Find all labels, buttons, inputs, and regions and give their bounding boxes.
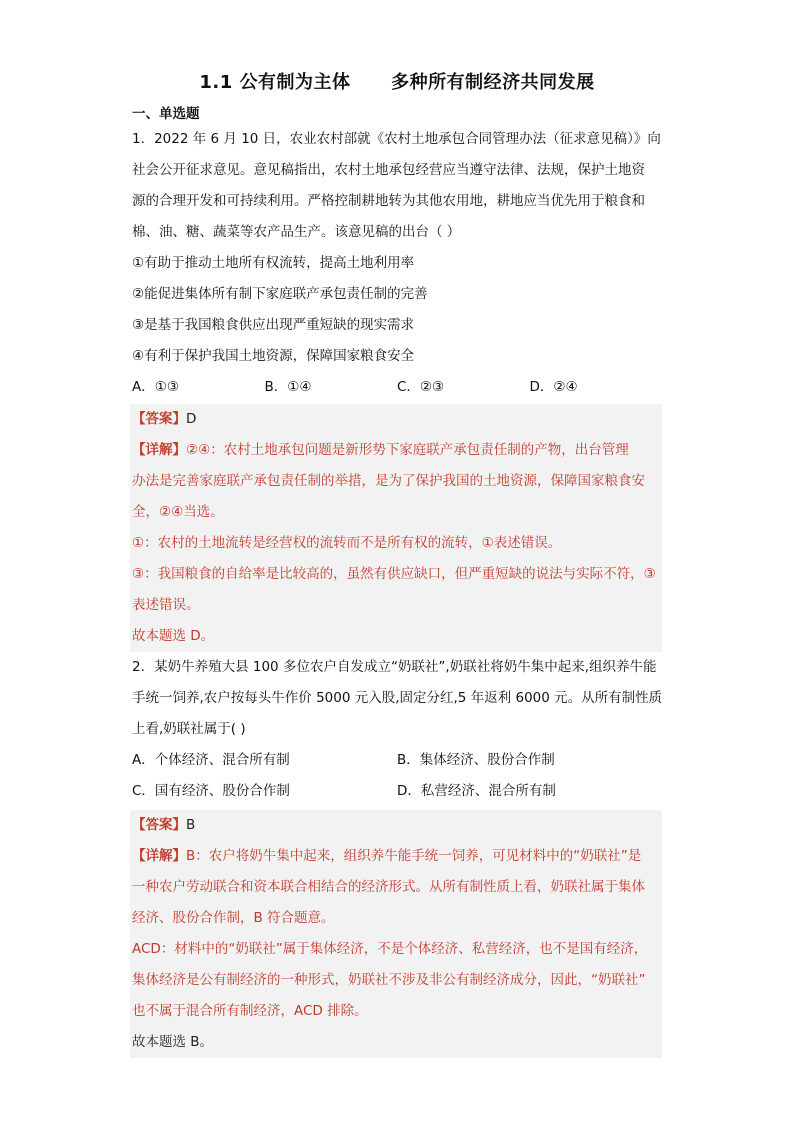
question-2	[132, 652, 662, 807]
answer-options	[132, 745, 662, 776]
option-c: C．国有经济、股份合作制	[132, 783, 290, 799]
detail-line: 经济、股份合作制，B 符合题意。	[132, 910, 335, 926]
answer-options	[132, 372, 662, 403]
option-a: A．个体经济、混合所有制	[132, 752, 290, 768]
detail-line: ACD：材料中的“奶联社”属于集体经济，不是个体经济、私营经济，也不是国有经济，	[132, 941, 648, 957]
question-stem-line: 社会公开征求意见。意见稿指出，农村土地承包经营应当遵守法律、法规，保护土地资	[132, 162, 645, 178]
option-a: A．①③	[132, 379, 179, 395]
answer-line	[132, 810, 660, 841]
conclusion-line: 故本题选 B。	[132, 1034, 214, 1050]
page-title: 1.1 公有制为主体 多种所有制经济共同发展	[199, 72, 595, 93]
answer-label: 【答案】	[132, 817, 186, 833]
option-d: D．私营经济、混合所有制	[397, 783, 556, 799]
answer-explanation-1	[130, 404, 662, 652]
detail-line: 也不属于混合所有制经济，ACD 排除。	[132, 1003, 368, 1019]
answer-line	[132, 404, 660, 435]
question-stem-line: 1．2022 年 6 月 10 日，农业农村部就《农村土地承包合同管理办法（征求意见稿）》向	[132, 131, 661, 147]
statement-item: ②能促进集体所有制下家庭联产承包责任制的完善	[132, 286, 428, 302]
question-stem-line: 上看,奶联社属于( )	[132, 721, 246, 737]
detail-line: 一种农户劳动联合和资本联合相结合的经济形式。从所有制性质上看，奶联社属于集体	[132, 879, 645, 895]
detail-label: 【详解】	[132, 442, 186, 458]
detail-text: ②④：农村土地承包问题是新形势下家庭联产承包责任制的产物，出台管理	[186, 442, 629, 458]
section-heading: 一、单选题	[132, 106, 200, 122]
statement-item: ④有利于保护我国土地资源，保障国家粮食安全	[132, 348, 415, 364]
detail-line: 表述错误。	[132, 597, 200, 613]
detail-line: 集体经济是公有制经济的一种形式，奶联社不涉及非公有制经济成分，因此，“奶联社”	[132, 972, 646, 988]
conclusion-line: 故本题选 D。	[132, 628, 215, 644]
answer-value: D	[186, 411, 197, 427]
question-stem-line: 棉、油、糖、蔬菜等农产品生产。该意见稿的出台（ ）	[132, 224, 461, 240]
detail-line: 办法是完善家庭联产承包责任制的举措，是为了保护我国的土地资源，保障国家粮食安	[132, 473, 645, 489]
option-b: B．①④	[264, 379, 312, 395]
detail-label: 【详解】	[132, 848, 186, 864]
detail-line	[132, 435, 660, 466]
statement-item: ①有助于推动土地所有权流转，提高土地利用率	[132, 255, 415, 271]
detail-line	[132, 841, 660, 872]
answer-value: B	[186, 817, 196, 833]
question-stem-line: 源的合理开发和可持续利用。严格控制耕地转为其他农用地，耕地应当优先用于粮食和	[132, 193, 645, 209]
question-stem-line: 2．某奶牛养殖大县 100 多位农户自发成立“奶联社”,奶联社将奶牛集中起来,组织养牛能	[132, 659, 657, 675]
question-stem-line: 手统一饲养,农户按每头牛作价 5000 元入股,固定分红,5 年返利 6000 元。从所有制性质	[132, 690, 663, 706]
option-d: D．②④	[529, 379, 578, 395]
detail-text: B：农户将奶牛集中起来，组织养牛能手统一饲养，可见材料中的“奶联社”是	[186, 848, 642, 864]
statement-item: ③是基于我国粮食供应出现严重短缺的现实需求	[132, 317, 415, 333]
question-1	[132, 124, 662, 403]
option-b: B．集体经济、股份合作制	[397, 752, 555, 768]
detail-line: ③：我国粮食的自给率是比较高的，虽然有供应缺口，但严重短缺的说法与实际不符，③	[132, 566, 656, 582]
answer-options	[132, 776, 662, 807]
detail-line: 全，②④当选。	[132, 504, 224, 520]
answer-label: 【答案】	[132, 411, 186, 427]
answer-explanation-2	[130, 810, 662, 1058]
option-c: C．②③	[397, 379, 445, 395]
detail-line: ①：农村的土地流转是经营权的流转而不是所有权的流转，①表述错误。	[132, 535, 562, 551]
